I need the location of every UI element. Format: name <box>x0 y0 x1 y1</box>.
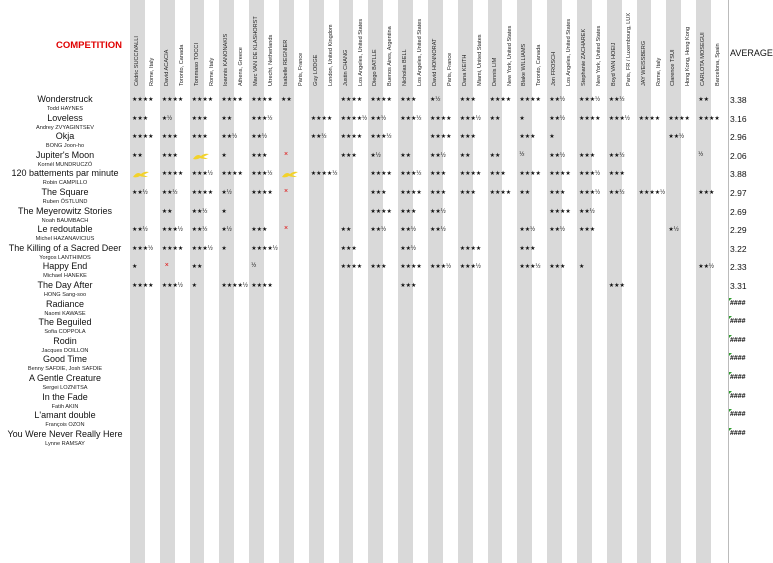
critic-city: Paris, France <box>446 52 453 86</box>
rating-cell: ½ <box>519 151 525 158</box>
palme-dor-icon <box>192 152 210 160</box>
rating-cell: ★★★ <box>489 171 506 178</box>
rating-cell: ★★½ <box>191 227 208 234</box>
critic-name-header <box>134 2 146 92</box>
critic-name-header <box>402 2 414 92</box>
critic-name-header <box>432 2 444 92</box>
critic-city: Rome, Italy <box>148 57 155 86</box>
rating-cell: ★½ <box>161 115 173 122</box>
rating-cell: ★★ <box>489 152 501 159</box>
rating-cell: ★★★½ <box>400 171 422 178</box>
rating-cell: ★★★ <box>579 152 596 159</box>
rating-cell: ★★★★ <box>340 134 363 141</box>
critic-name-header <box>343 2 355 92</box>
critic-city: Toronto, Canada <box>536 44 543 86</box>
film-director: Fatih AKIN <box>51 403 79 410</box>
rating-cell: ½ <box>251 263 257 270</box>
rating-cell: ★★★★ <box>459 171 482 178</box>
rating-cell <box>192 152 210 160</box>
rating-cell: ★★½ <box>132 227 148 234</box>
film-director: Robin CAMPILLO <box>42 180 88 187</box>
rating-cell: ★★½ <box>430 227 446 234</box>
rating-cell: ★★★ <box>370 264 387 271</box>
film-director: Noah BAUMBACH <box>41 217 89 224</box>
rating-cell: ★ <box>221 152 227 159</box>
rating-cell: ★★★½ <box>191 171 213 178</box>
rating-cell: ★★ <box>340 227 352 234</box>
average-header: AVERAGE <box>730 48 773 58</box>
rating-cell: ★★★★ <box>519 97 541 103</box>
rating-cell: ★★★★ <box>489 190 512 196</box>
critic-name-header <box>372 2 384 92</box>
critic-name: David HONNORAT <box>432 38 438 86</box>
critic-name: Clarence TSUI <box>670 49 677 86</box>
rating-cell: ★★★★ <box>549 171 571 178</box>
critic-city: Los Angeles, United States <box>417 18 424 86</box>
critic-city: Buenos Aires, Argentina <box>387 26 394 86</box>
rating-cell: ★ <box>221 245 227 252</box>
rating-cell: ★★★★ <box>191 190 214 196</box>
rating-cell: ★★½ <box>191 208 208 215</box>
cell-error-marker <box>729 353 732 356</box>
rating-cell: ★★★★ <box>400 190 422 196</box>
rating-cell: ★★★★½ <box>310 171 338 178</box>
cell-error-marker <box>729 298 732 301</box>
critic-name-header <box>581 2 593 92</box>
rating-cell: ★½ <box>221 227 232 234</box>
rating-cell: ★★★ <box>191 115 208 122</box>
rating-cell: ★★★ <box>132 115 149 122</box>
average-value: #### <box>730 318 746 326</box>
rating-cell: ★½ <box>370 152 381 159</box>
rating-cell-bad: × <box>284 150 289 158</box>
rating-cell: ★★★½ <box>191 245 213 252</box>
rating-cell: ★★★ <box>251 227 268 234</box>
rating-cell <box>132 170 150 178</box>
rating-cell: ★★★★ <box>340 97 363 103</box>
rating-cell: ★★½ <box>519 227 536 234</box>
average-value: #### <box>730 411 746 419</box>
rating-cell: ★★★★ <box>161 97 184 103</box>
rating-cell: ★★★ <box>400 97 417 103</box>
average-value: #### <box>730 336 746 344</box>
rating-cell: ★★ <box>459 152 471 159</box>
rating-cell: ★★½ <box>400 227 416 234</box>
rating-cell: ★★★½ <box>370 134 392 141</box>
rating-cell: ★★★ <box>519 134 536 141</box>
rating-cell: ★★★½ <box>579 97 601 103</box>
critic-name-header <box>611 2 623 92</box>
critic-city: London, United Kingdom <box>327 24 334 86</box>
rating-cell: ★★★½ <box>132 245 154 252</box>
film-title: 120 battements par minute <box>11 168 119 179</box>
average-value: #### <box>730 429 746 437</box>
average-value: 2.97 <box>730 188 747 198</box>
film-director: Todd HAYNES <box>46 106 84 112</box>
film-director: Benny SAFDIE, Josh SAFDIE <box>27 366 103 373</box>
rating-cell: ★★★★ <box>221 171 243 178</box>
rating-cell: ★★★★ <box>519 171 541 178</box>
rating-cell-bad: × <box>284 225 289 233</box>
film-director: Jacques DOILLON <box>41 347 89 354</box>
average-value: #### <box>730 392 746 400</box>
rating-cell: ★★½ <box>370 227 387 234</box>
rating-cell: ★★★★ <box>310 115 333 122</box>
rating-cell: ★★★★ <box>161 171 184 178</box>
critic-name: Diego BATLLE <box>372 49 379 86</box>
rating-cell: ★★½ <box>608 152 625 159</box>
critic-city: Toronto, Canada <box>178 44 185 86</box>
rating-cell: ★★ <box>400 152 411 159</box>
rating-cell-bad: × <box>164 262 169 270</box>
critic-name: Ioannis KANONAKIS <box>223 33 230 86</box>
rating-cell: ★★★½ <box>459 264 481 271</box>
rating-cell: ★★★ <box>400 283 417 289</box>
rating-cell: ★★★★ <box>340 264 363 271</box>
rating-cell: ★★★★ <box>251 97 273 103</box>
rating-cell: ★★½ <box>608 97 625 103</box>
rating-cell: ★★★★ <box>430 134 452 141</box>
average-value: 2.06 <box>730 150 747 161</box>
critic-name: Justin CHANG <box>342 49 349 86</box>
rating-cell: ★★★★ <box>132 97 154 103</box>
rating-cell: ★★★★ <box>638 115 661 122</box>
rating-cell: ★★★★ <box>489 97 512 103</box>
critic-name-header <box>194 2 206 92</box>
rating-cell <box>281 170 299 178</box>
film-title: Good Time <box>42 354 88 365</box>
critic-name: Marc VAN DE KLASHORST <box>253 16 260 86</box>
film-title: The Killing of a Sacred Deer <box>8 242 122 253</box>
critic-city: Utrecht, Netherlands <box>268 34 275 86</box>
rating-cell: ★★½ <box>251 134 267 141</box>
film-title: Radiance <box>45 298 85 309</box>
rating-cell: ★★ <box>698 97 709 103</box>
critic-city: Los Angeles, United States <box>357 18 364 86</box>
rating-cell: ★★★★ <box>251 283 273 289</box>
critic-city: Hong Kong, Hong Kong <box>685 26 692 86</box>
film-director: Lynne RAMSAY <box>45 440 85 447</box>
critic-city-header <box>715 2 727 92</box>
film-director: Andrey ZVYAGINTSEV <box>35 124 95 131</box>
critic-name: Guy LODGE <box>312 54 319 86</box>
critic-name-header <box>462 2 474 92</box>
rating-cell: ★★ <box>161 208 173 215</box>
rating-cell: ★★★ <box>251 152 268 159</box>
rating-cell: ★★★½ <box>251 115 273 122</box>
film-director: Ruben ÖSTLUND <box>42 199 88 205</box>
average-value: 3.88 <box>730 169 747 180</box>
film-title: Loveless <box>47 112 83 123</box>
rating-cell: ★ <box>519 115 525 122</box>
film-title: Okja <box>55 131 75 142</box>
rating-cell: ★★★ <box>698 190 715 196</box>
rating-cell: ★★★ <box>608 283 625 289</box>
rating-cell: ★★½ <box>400 245 416 252</box>
rating-cell: ★★★★ <box>132 134 154 141</box>
film-director: Kornél MUNDRUCZÓ <box>37 161 93 168</box>
rating-cell: ★★★½ <box>161 227 183 234</box>
film-title: Jupiter's Moon <box>35 149 95 160</box>
film-director: François OZON <box>45 422 85 429</box>
rating-cell: ★★ <box>132 152 143 159</box>
rating-cell: ★★★½ <box>430 264 452 271</box>
average-value: 3.22 <box>730 243 747 254</box>
rating-cell: ★★★ <box>161 152 178 159</box>
average-value: #### <box>730 374 746 381</box>
film-title: Rodin <box>53 335 77 346</box>
critic-name: Tommaso TOCCI <box>193 43 200 86</box>
critic-name: CARLOTA MOSEGUI <box>700 32 707 86</box>
rating-cell: ½ <box>698 151 704 158</box>
rating-cell: ★★★★ <box>698 115 720 122</box>
film-title: The Meyerowitz Stories <box>17 205 113 216</box>
rating-cell: ★ <box>221 208 227 215</box>
rating-cell: ★★★½ <box>161 283 183 289</box>
rating-cell: ★★★ <box>340 152 357 159</box>
film-director: Michael HANEKE <box>43 273 87 280</box>
rating-cell: ★★½ <box>549 227 565 234</box>
rating-cell: ★★★ <box>459 190 476 196</box>
rating-cell: ★★★ <box>549 264 566 271</box>
rating-cell: ★★★★½ <box>221 283 248 289</box>
average-value: 2.33 <box>730 262 747 273</box>
critic-city: Rome, Italy <box>208 57 215 86</box>
rating-cell: ★★★½ <box>579 190 601 196</box>
critic-name-header <box>521 2 533 92</box>
critic-name: Isabelle REGNIER <box>283 39 289 86</box>
rating-cell: ★★★★ <box>191 97 214 103</box>
rating-cell: ★★★½ <box>608 115 630 122</box>
rating-cell: ★★★★½ <box>251 245 278 252</box>
rating-cell: ★★★½ <box>400 115 422 122</box>
rating-cell: ★★★ <box>459 97 476 103</box>
film-director: Sergei LOZNITSA <box>42 385 88 391</box>
critic-city: Paris, FR / Luxembourg, LUX <box>625 12 632 86</box>
film-director: Michel HAZANAVICIUS <box>35 236 95 243</box>
rating-cell: ★★★ <box>400 208 417 215</box>
rating-cell: ★★★ <box>608 171 625 178</box>
average-value: 3.16 <box>730 113 747 124</box>
rating-cell: ★★★★ <box>668 115 690 122</box>
cell-error-marker <box>729 316 732 319</box>
critic-city: Rome, Italy <box>655 57 662 86</box>
cell-error-marker <box>729 409 732 412</box>
critic-name: Nicholas BELL <box>402 49 409 86</box>
rating-cell: ★★ <box>519 190 531 196</box>
rating-cell: ★★½ <box>370 115 387 122</box>
rating-cell: ★★★★ <box>370 208 392 215</box>
critic-name-header <box>164 2 176 92</box>
critic-name-header <box>283 2 295 92</box>
rating-cell: ★★ <box>281 97 292 103</box>
rating-cell: ★ <box>549 134 555 141</box>
rating-cell: ★★½ <box>579 208 595 215</box>
rating-cell: ★★½ <box>132 190 148 196</box>
critic-name-header <box>253 2 265 92</box>
cell-error-marker <box>729 372 732 375</box>
critic-name-header <box>492 2 504 92</box>
critic-name: Blake WILLIAMS <box>521 43 528 86</box>
rating-cell: ★★½ <box>549 97 565 103</box>
rating-cell: ★★★★ <box>549 208 571 215</box>
film-director: Yorgos LANTHIMOS <box>39 254 91 261</box>
film-director: BONG Joon-ho <box>45 143 85 150</box>
average-value: #### <box>730 355 746 363</box>
cell-error-marker <box>729 391 732 394</box>
rating-cell: ★★★★ <box>221 97 243 103</box>
film-title: The Day After <box>37 280 93 290</box>
critic-city: Miami, United States <box>476 34 483 86</box>
rating-cell: ★ <box>579 264 585 271</box>
critic-name: Stephanie ZACHAREK <box>581 28 587 86</box>
rating-cell: ★★½ <box>430 208 446 215</box>
palme-dor-icon <box>132 170 150 178</box>
critic-name-header <box>551 2 563 92</box>
critic-city: New York, United States <box>506 25 513 86</box>
rating-cell: ★★★ <box>191 134 208 141</box>
critic-name: Dana KEITH <box>461 54 468 86</box>
rating-cell: ★★★ <box>340 245 357 252</box>
critic-name: Cédric SUCCIVALLI <box>134 36 140 86</box>
average-value: #### <box>730 299 746 307</box>
critic-city: New York, United States <box>595 25 602 86</box>
rating-cell: ★★★★ <box>161 245 184 252</box>
film-director: HONG Sang-soo <box>43 292 87 298</box>
rating-cell: ★★ <box>221 115 233 122</box>
rating-cell: ★ <box>191 283 197 289</box>
film-title: In the Fade <box>42 391 88 402</box>
rating-cell: ★★★★½ <box>340 115 368 122</box>
rating-cell: ★★½ <box>668 134 685 141</box>
rating-cell: ★★★ <box>459 134 476 141</box>
rating-cell: ★★★★ <box>579 115 601 122</box>
critic-name: David ACACIA <box>163 49 170 86</box>
film-title: Happy End <box>42 261 88 272</box>
rating-cell: ★★½ <box>549 115 565 122</box>
critic-name-header <box>670 2 682 92</box>
film-director: Naomi KAWASE <box>44 310 86 317</box>
rating-cell: ★★★★ <box>251 190 273 196</box>
rating-cell: ★★★★ <box>400 264 422 271</box>
rating-cell: ★★½ <box>310 134 327 141</box>
film-title: The Square <box>41 187 89 197</box>
rating-cell: ★★★½ <box>579 171 601 178</box>
film-title: You Were Never Really Here <box>7 428 123 439</box>
film-title: The Beguiled <box>38 317 92 328</box>
rating-cell: ★★★ <box>370 190 387 196</box>
rating-cell: ★★½ <box>549 152 565 159</box>
critic-city: Los Angeles, United States <box>566 18 573 86</box>
rating-cell: ★★★ <box>430 190 447 196</box>
average-value: 2.96 <box>730 132 747 143</box>
critic-city: Barcelona, Spain <box>715 43 722 86</box>
rating-cell: ★★½ <box>608 190 625 196</box>
critic-name-header <box>641 2 653 92</box>
rating-cell: ★★★ <box>579 227 596 234</box>
rating-cell: ★ <box>132 264 138 271</box>
rating-cell: ★★★½ <box>251 171 273 178</box>
rating-cell: ★★ <box>489 115 501 122</box>
average-value: 2.69 <box>730 206 747 217</box>
average-value: 3.31 <box>730 281 747 291</box>
rating-cell: ★★★★ <box>459 245 482 252</box>
rating-cell: ★★★★ <box>132 283 154 289</box>
rating-cell-bad: × <box>284 188 289 195</box>
critic-name: Dennis LIM <box>491 57 498 86</box>
film-title: Wonderstruck <box>37 94 93 104</box>
rating-cell: ★★ <box>191 264 203 271</box>
palme-dor-icon <box>281 170 299 178</box>
competition-label: COMPETITION <box>56 40 122 51</box>
film-title: L'amant double <box>34 410 96 421</box>
critic-city: Athens, Greece <box>238 47 245 86</box>
rating-cell: ★½ <box>221 190 232 196</box>
rating-cell: ★★★★ <box>370 97 392 103</box>
rating-cell: ★½ <box>430 97 441 103</box>
critic-name-header <box>223 2 235 92</box>
rating-cell: ★★★ <box>519 245 536 252</box>
cell-error-marker <box>729 335 732 338</box>
rating-cell: ★★½ <box>161 190 178 196</box>
rating-cell: ★★½ <box>221 134 238 141</box>
critic-city: Paris, France <box>297 52 304 86</box>
cell-error-marker <box>729 428 732 431</box>
critic-name-header <box>313 2 325 92</box>
average-separator <box>728 0 729 563</box>
critic-name: Boyd VAN HOEIJ <box>610 42 617 86</box>
rating-cell: ★★★★ <box>430 115 452 122</box>
critic-name-header <box>700 2 712 92</box>
rating-cell: ★★★★ <box>370 171 392 178</box>
rating-cell: ★★½ <box>698 264 714 271</box>
rating-cell: ★★★★½ <box>638 190 666 196</box>
rating-cell: ★★★½ <box>459 115 481 122</box>
average-value: 2.29 <box>730 225 747 236</box>
film-director: Sofia COPPOLA <box>44 329 86 336</box>
critic-name: JAY WEISSBERG <box>640 40 647 86</box>
film-title: Le redoutable <box>37 224 93 235</box>
film-title: A Gentle Creature <box>28 373 102 383</box>
average-value: 3.38 <box>730 95 747 105</box>
rating-cell: ★★★ <box>161 134 178 141</box>
rating-cell: ★★★ <box>430 171 447 178</box>
rating-cell: ★½ <box>668 227 679 234</box>
critic-name: Jon FROSCH <box>551 51 558 86</box>
rating-cell: ★★½ <box>430 152 446 159</box>
rating-cell: ★★★½ <box>519 264 541 271</box>
rating-cell: ★★★ <box>549 190 566 196</box>
